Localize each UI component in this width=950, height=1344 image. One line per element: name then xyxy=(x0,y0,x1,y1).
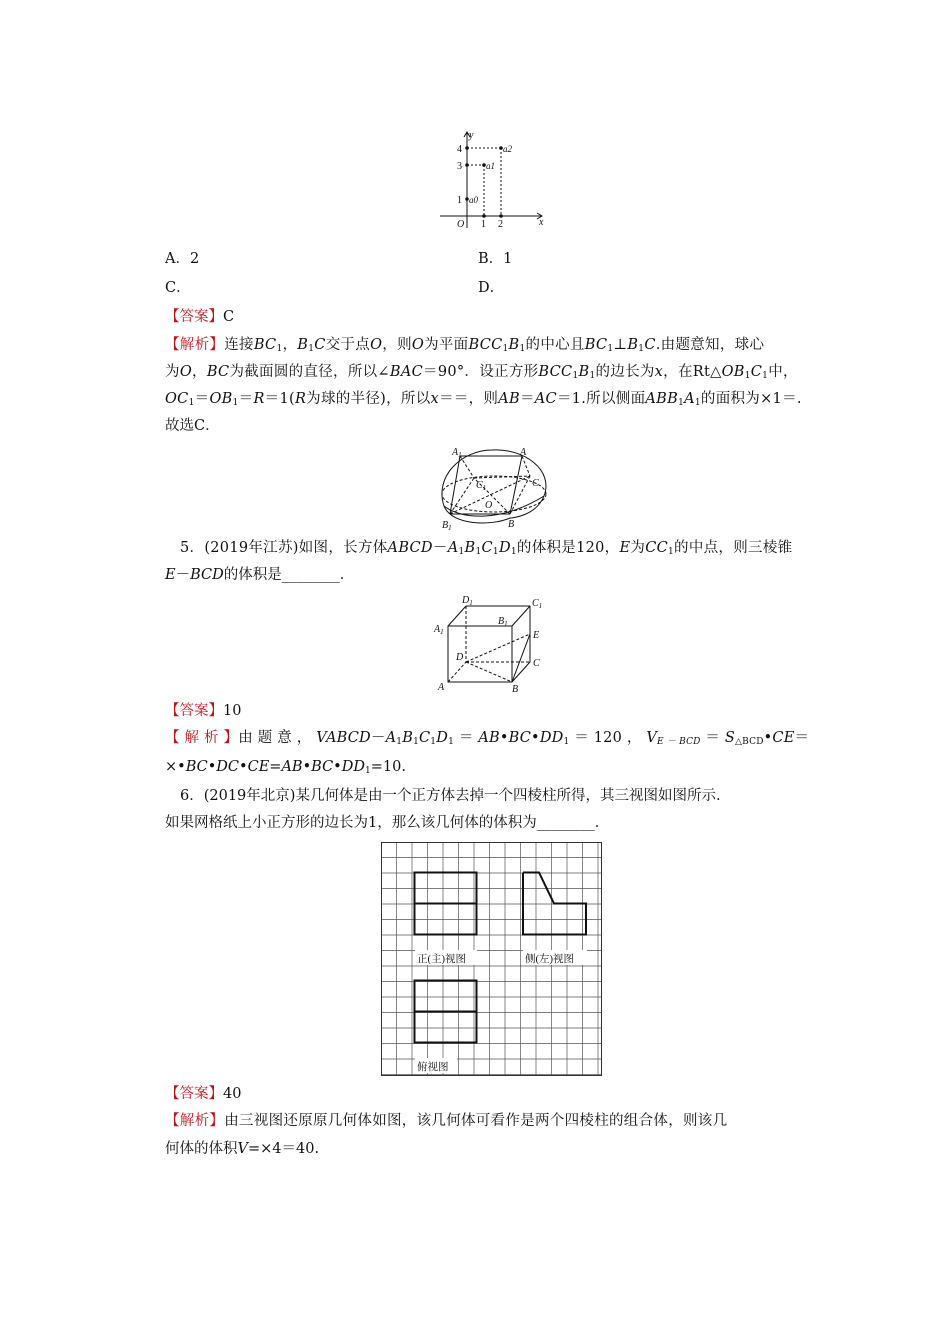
q6-analysis-line-2: 何体的体积V=×4＝40. xyxy=(165,1141,320,1157)
label-c: C xyxy=(532,478,539,489)
q4-analysis-line-4: 故选C． xyxy=(165,418,220,434)
front-view-label: 正(主)视图 xyxy=(417,954,466,965)
option-c: C． xyxy=(165,280,191,296)
y-tick-1: 1 xyxy=(457,195,462,206)
answer-value: C xyxy=(223,309,235,325)
point-a0: a0 xyxy=(469,195,478,205)
three-view-grid xyxy=(381,842,603,1077)
label-b: B xyxy=(512,684,519,694)
label-c1: $C_1$ xyxy=(476,480,487,492)
point-a2: a2 xyxy=(503,144,512,154)
q5-line-2: E－BCD的体积是________． xyxy=(165,567,355,583)
label-a1: $A_1$ xyxy=(452,447,462,459)
x-tick-2: 2 xyxy=(498,219,503,230)
q6-line-1: 6．(2019年北京)某几何体是由一个正方体去掉一个四棱柱所得，其三视图如图所示. xyxy=(180,788,721,804)
q4-analysis-line-3: $OC_1=OB_1=R=1(R$为球的半径)，所以x＝＝，则AB＝AC＝1.所以侧面$ABB_1A_1$的面积为×1＝. xyxy=(165,391,802,408)
y-tick-3: 3 xyxy=(457,161,462,172)
q6-line-2: 如果网格纸上小正方形的边长为1，那么该几何体的体积为________． xyxy=(165,815,610,831)
q6-analysis-line-1: 【解析】由三视图还原原几何体如图，该几何体可看作是两个四棱柱的组合体，则该几 xyxy=(165,1113,728,1129)
x-tick-1: 1 xyxy=(481,219,486,230)
label-b1: $B_1$ xyxy=(498,616,508,628)
lower-arc xyxy=(444,496,544,516)
point-a1: a1 xyxy=(486,161,495,171)
label-b1: $B_1$ xyxy=(442,520,452,532)
label-a: A xyxy=(438,682,445,693)
q5-analysis-line-2: $\times•BC•DC•CE=AB•BC•DD_1=10$. xyxy=(165,759,406,776)
label-e: E xyxy=(533,630,540,641)
q4-analysis-line-1: 【解析】连接$BC_1$，$B_1C$交于点O，则O为平面$BCC_1B_1$的中心且$BC_1\perp B_1C$.由题意知，球心 xyxy=(165,337,765,354)
label-c: C xyxy=(533,658,540,669)
label-o: O xyxy=(485,500,493,511)
answer-tag: 【答案】 xyxy=(165,309,223,325)
hemisphere-figure xyxy=(432,446,552,532)
label-a1: $A_1$ xyxy=(434,624,444,636)
origin-label: O xyxy=(457,219,465,230)
label-b: B xyxy=(508,519,515,530)
cuboid-figure xyxy=(432,594,552,694)
label-c1: $C_1$ xyxy=(532,598,543,610)
q5-answer: 【答案】10 xyxy=(165,703,242,719)
label-d: D xyxy=(456,652,464,663)
option-b: B．1 xyxy=(478,251,513,267)
side-view-outline xyxy=(523,873,586,935)
y-axis-label: y xyxy=(469,130,474,141)
section-ellipse xyxy=(442,476,546,512)
sphere-outline xyxy=(442,450,546,523)
option-a: A．2 xyxy=(165,251,200,267)
coordinate-plot xyxy=(435,128,550,230)
q4-answer xyxy=(165,307,234,327)
q5-line-1: 5．(2019年江苏)如图，长方体$ABCD-A_1B_1C_1D_1$的体积是120，E为$CC_1$的中点，则三棱锥 xyxy=(180,540,793,557)
x-axis-label: x xyxy=(539,217,544,228)
label-a: A xyxy=(520,447,527,458)
q4-analysis-line-2: 为O，BC为截面圆的直径，所以∠BAC＝90°．设正方形$BCC_1B_1$的边长为x，在$Rt\triangle OB_1C_1$中， xyxy=(165,364,798,381)
q5-analysis-line-1: 【 解 析 】由 题 意 ， $VABCD-A_1B_1C_1D_1$ ＝ $AB•BC•DD_1 = 120$ ， $V_{E - BCD}$ ＝ $S_{\triangle BCD}•CE=$ xyxy=(165,730,810,747)
side-view-label: 侧(左)视图 xyxy=(525,954,574,965)
q6-answer: 【答案】40 xyxy=(165,1086,242,1102)
y-tick-4: 4 xyxy=(457,144,462,155)
option-d: D． xyxy=(478,280,505,296)
label-d1: $D_1$ xyxy=(462,595,473,607)
top-view-label: 俯视图 xyxy=(417,1062,449,1073)
